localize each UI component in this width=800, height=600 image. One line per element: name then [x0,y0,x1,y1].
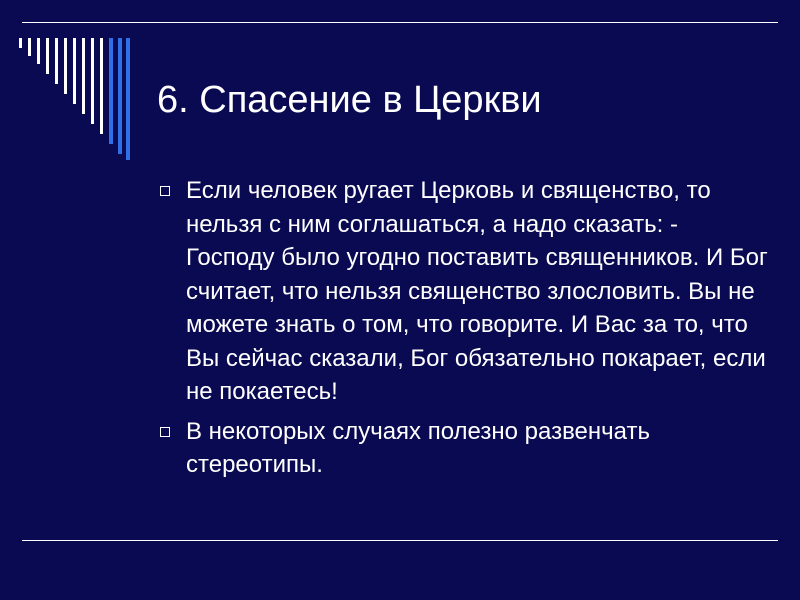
list-item [158,415,768,482]
stripe [73,38,76,104]
stripe [91,38,94,124]
decorative-stripes [0,0,140,170]
stripe [46,38,49,74]
square-bullet-icon [160,427,170,437]
stripe [109,38,113,144]
stripe [100,38,103,134]
stripe [37,38,40,64]
square-bullet-icon [160,186,170,196]
list-item [158,174,768,409]
stripe [64,38,67,94]
bottom-divider-line [22,540,778,541]
stripe [82,38,85,114]
bullet-list [158,174,768,488]
slide-title: 6. Спасение в Церкви [157,79,542,121]
stripe [55,38,58,84]
stripe [126,38,130,160]
stripe [118,38,122,154]
stripe [28,38,31,56]
bullet-text: В некоторых случаях полезно развенчать стереотипы. [186,417,650,478]
stripe [19,38,22,48]
bullet-text: Если человек ругает Церковь и священство, то нельзя с ним соглашаться, а надо сказать: - Господу было угодно поставить священников. И Бог считает, что нельзя священство злословить. Вы не можете знать о том, что говорите. И Вас за то, что Вы сейчас сказали, Бог обязательно покарает, если не покаетесь! [186,177,768,405]
